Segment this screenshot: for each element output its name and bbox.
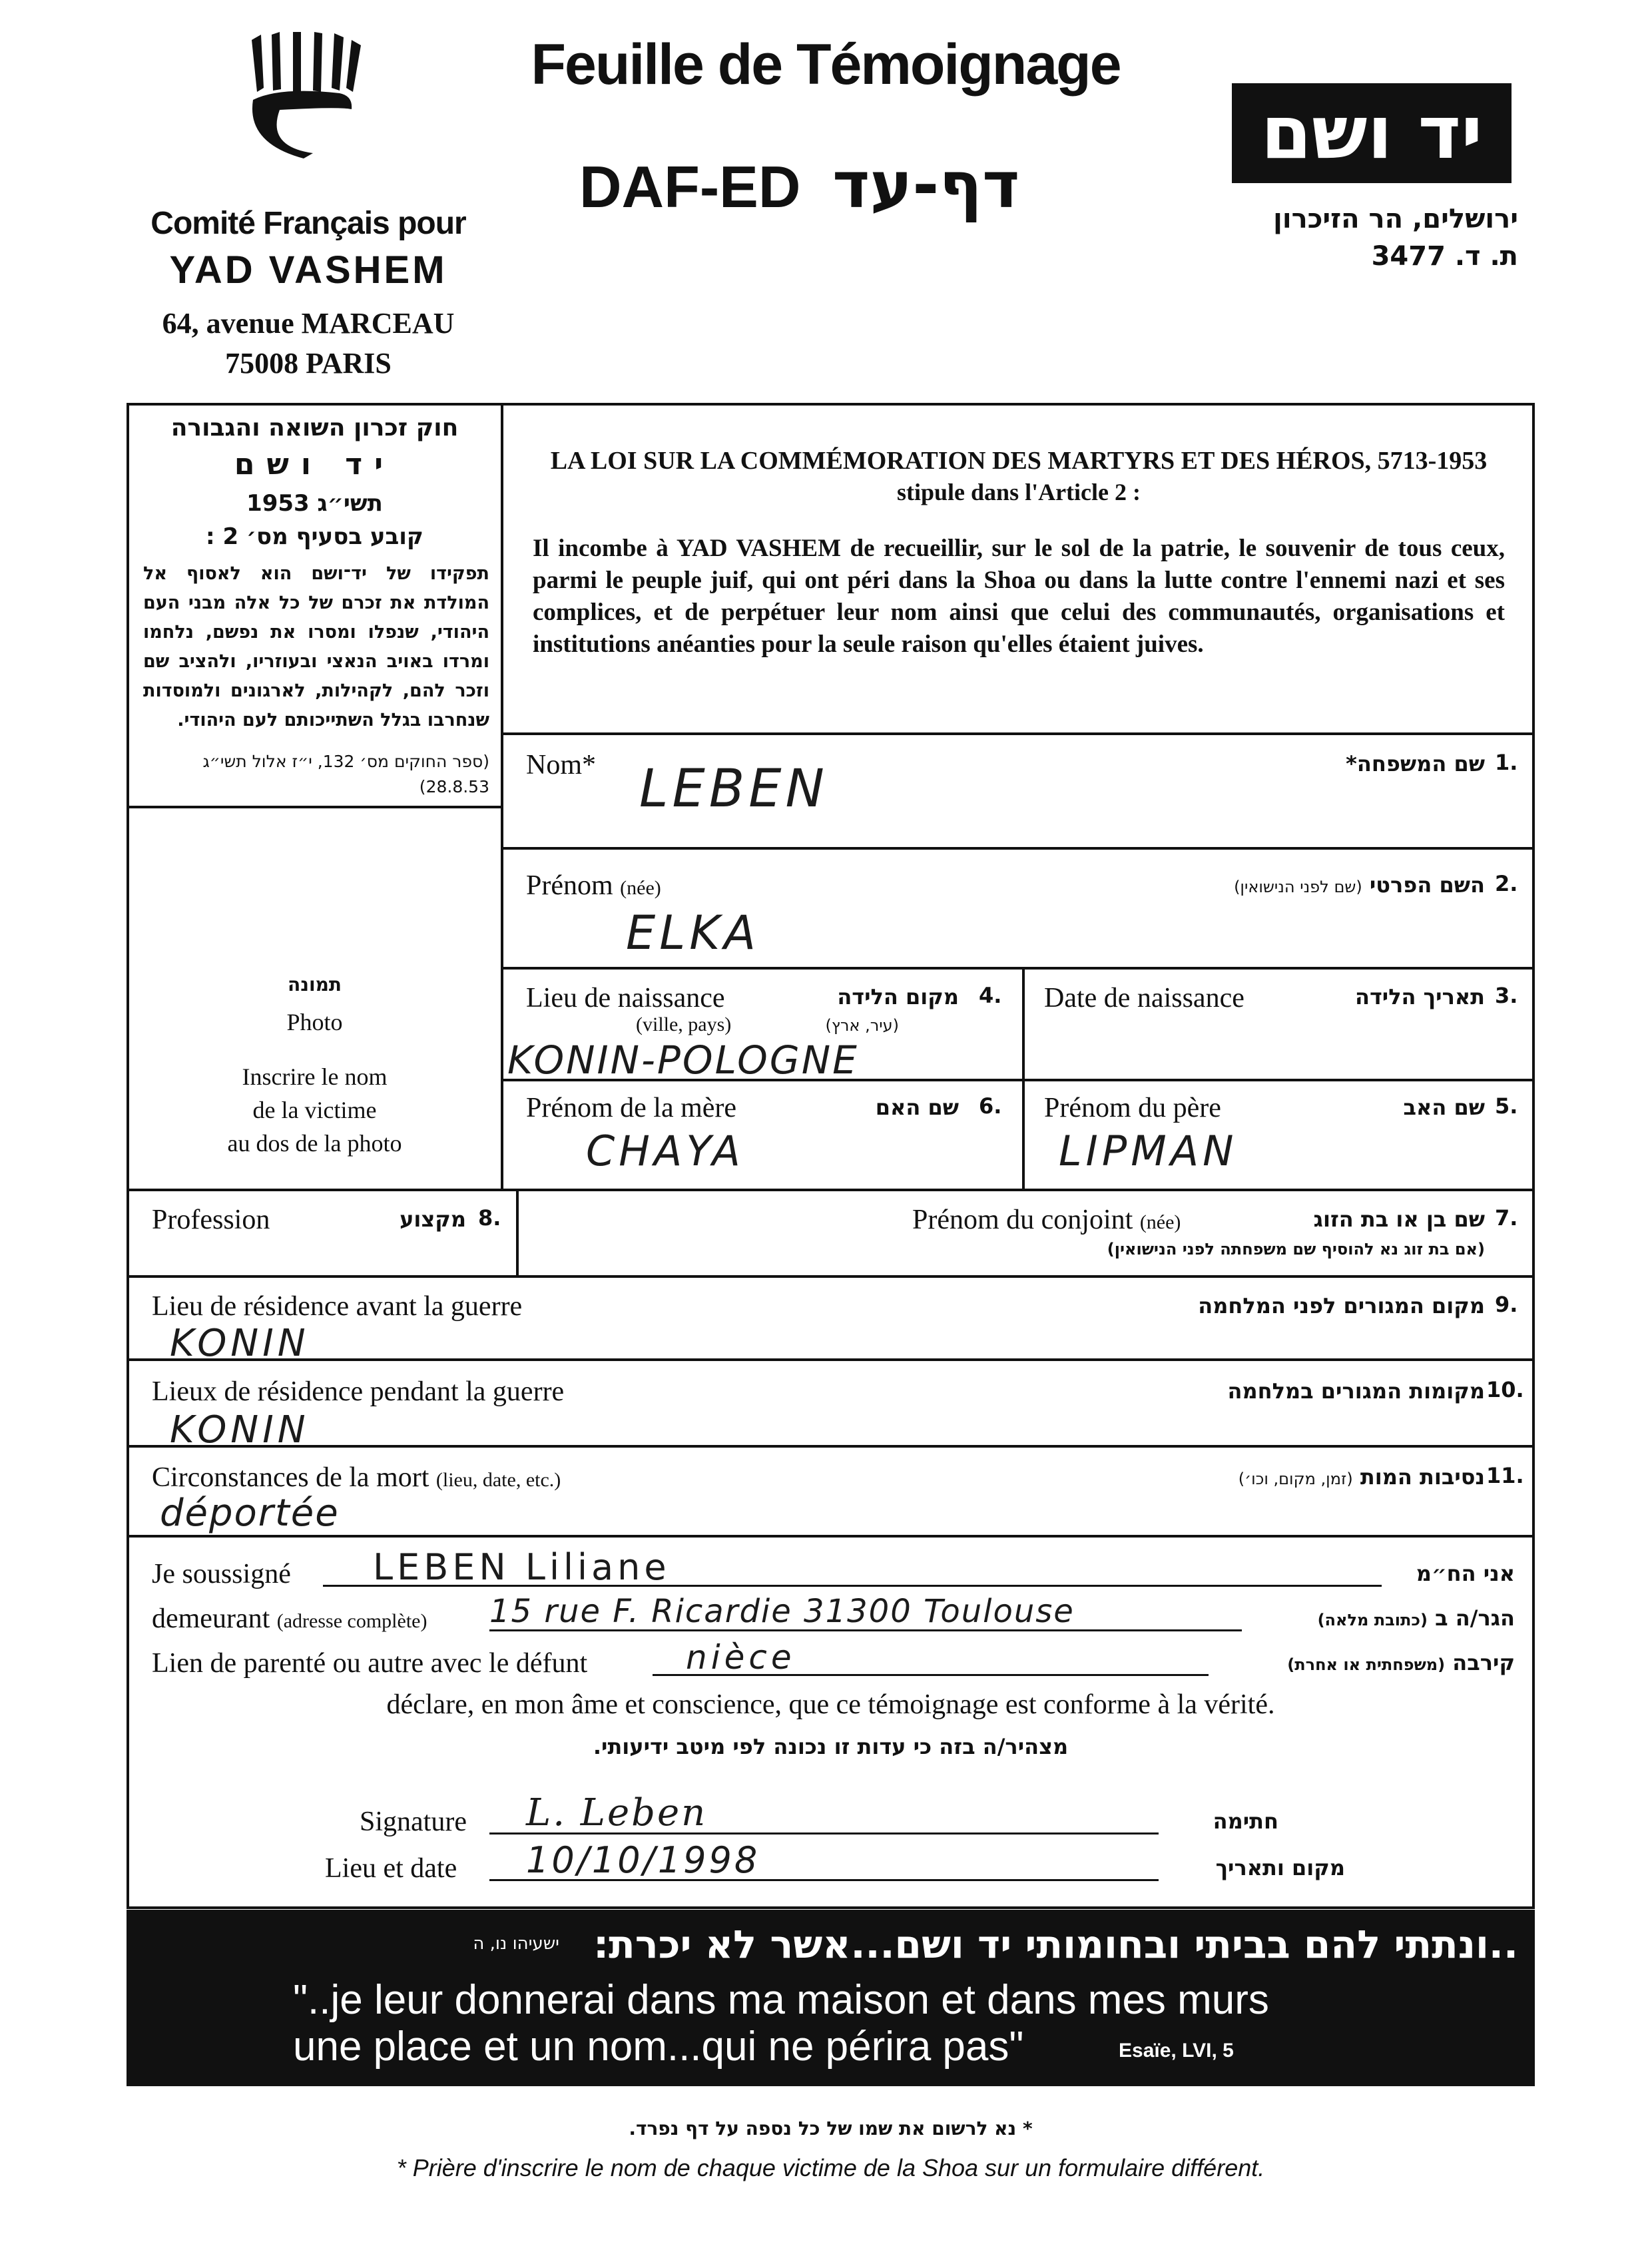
footer-hebrew-note: * נא לרשום את שמו של כל נספה על דף נפרד.: [629, 2117, 1033, 2139]
residence-avant-number: 9.: [1495, 1292, 1518, 1317]
photo-instruction-1: Inscrire le nom: [242, 1063, 388, 1090]
parente-hebrew-text: קירבה: [1452, 1650, 1515, 1675]
divider: [127, 806, 503, 808]
jerusalem-address: ירושלים, הר הזיכרון: [1273, 204, 1518, 234]
law-hebrew-reference: (ספר החוקים מס׳ 132, י״ז אלול תשי״ג 28.8.53): [202, 752, 489, 796]
circonstances-label-note: (lieu, date, etc.): [435, 1469, 561, 1491]
banner-french-line1: "..je leur donnerai dans ma maison et dans mes murs: [293, 1977, 1269, 2023]
demeurant-label-text: demeurant: [152, 1603, 270, 1634]
law-french-subtitle: stipule dans l'Article 2 :: [897, 479, 1141, 505]
lieu-naissance-value-field[interactable]: KONIN-POLOGNE: [507, 1037, 859, 1083]
declaration-statement-hebrew: מצהיר/ה בזה כי עדות זו נכונה לפי מיטב ידיעותי.: [593, 1734, 1069, 1759]
prenom-pere-value-field[interactable]: LIPMAN: [1059, 1127, 1238, 1175]
po-box: ת. ד. 3477: [1371, 241, 1518, 272]
divider: [1022, 967, 1025, 1189]
logo-hebrew-text: יד ושם: [1260, 90, 1483, 175]
photo-instruction-2: de la victime: [252, 1097, 377, 1123]
photo-instruction-3: au dos de la photo: [227, 1130, 402, 1157]
soussigne-label: Je soussigné: [152, 1559, 291, 1589]
parente-value-field[interactable]: nièce: [686, 1638, 796, 1677]
law-hebrew-body: תפקידו של יד־ושם הוא לאסוף אל המולדת את זכרם של כל אלה מבני העם היהודי, שנפלו ומסרו את נפשם, נלחמו ומרדו באויב הנאצי ובעוזריו, ולהציב שם וזכר להם, לקהילות, לארגונים ולמוסדות שנחרבו בגלל השתייכותם לעם היהודי.: [143, 563, 489, 730]
prenom-hebrew-text: השם הפרטי: [1369, 872, 1485, 898]
circonstances-hebrew-note: (זמן, מקום, וכו׳): [1238, 1470, 1353, 1488]
demeurant-hebrew-label: [1252, 1605, 1515, 1631]
conjoint-label-text: Prénom du conjoint: [912, 1205, 1133, 1235]
divider: [501, 967, 1535, 970]
residence-pendant-hebrew-label: מקומות המגורים במלחמה: [1227, 1378, 1485, 1404]
demeurant-hebrew-text: הגר/ה ב: [1435, 1605, 1515, 1631]
banner-hebrew-reference: ישעיהו נו, ה: [473, 1934, 559, 1954]
prenom-mere-hebrew-label: שם האם: [875, 1095, 959, 1120]
circonstances-value-field[interactable]: déportée: [160, 1492, 340, 1535]
conjoint-hebrew-label: שם בן או בת הזוג: [1313, 1207, 1485, 1232]
lieu-naissance-hebrew-label: מקום הלידה: [837, 984, 959, 1009]
banner-french-reference: Esaïe, LVI, 5: [1119, 2040, 1234, 2062]
soussigne-value-field[interactable]: LEBEN Liliane: [373, 1546, 671, 1588]
lieu-naissance-number: 4.: [979, 983, 1002, 1008]
lieu-naissance-note: (ville, pays): [636, 1013, 732, 1035]
lieu-naissance-label: Lieu de naissance: [526, 983, 725, 1013]
demeurant-label: [152, 1603, 427, 1635]
lieu-naissance-hebrew-note: (עיר, ארץ): [825, 1016, 899, 1035]
circonstances-hebrew-text: נסיבות המות: [1360, 1464, 1485, 1490]
prenom-number: 2.: [1495, 871, 1518, 896]
residence-avant-value-field[interactable]: KONIN: [170, 1322, 310, 1365]
nom-hebrew-label: שם המשפחה*: [1346, 751, 1485, 776]
residence-avant-label: Lieu de résidence avant la guerre: [152, 1291, 523, 1322]
law-hebrew-title: חוק זכרון השואה והגבורה: [170, 414, 459, 441]
nom-value-field[interactable]: LEBEN: [639, 759, 828, 819]
photo-hebrew-label: תמונה: [288, 974, 342, 995]
divider: [127, 1189, 1535, 1191]
law-french-body: Il incombe à YAD VASHEM de recueillir, sur le sol de la patrie, le souvenir de tous ceux, parmi le peuple juif, qui ont péri dans la Shoa ou dans la lutte contre l'ennemi nazi et ses complices, et de perpétuer leur nom ainsi que celui des communautés, organisations et institutions anéanties pour la seule raison qu'elles étaient juives.: [533, 535, 1505, 658]
conjoint-hebrew-note: (אם בת זוג נא להוסיף שם משפחתה לפני הנישואין): [1107, 1240, 1485, 1259]
law-hebrew-name: יד ושם: [234, 447, 396, 481]
soussigne-hebrew-label: אני הח״מ: [1416, 1561, 1515, 1586]
signature-value-field[interactable]: L. Leben: [526, 1791, 708, 1834]
org-address-street: 64, avenue MARCEAU: [162, 307, 455, 340]
conjoint-label: [912, 1204, 1181, 1236]
prenom-hebrew-label: [1039, 872, 1485, 898]
yad-vashem-hebrew-logo: [1232, 83, 1512, 183]
divider: [127, 1535, 1535, 1538]
banner-hebrew-quote: ..ונתתי להם בביתי ובחומותי יד ושם...אשר לא יכרת:: [593, 1922, 1518, 1967]
parente-hebrew-note: (משפחתית או אחרת): [1287, 1655, 1446, 1674]
prenom-label-note: (née): [620, 877, 661, 899]
divider: [127, 1445, 1535, 1448]
prenom-mere-number: 6.: [979, 1093, 1002, 1119]
declaration-statement: déclare, en mon âme et conscience, que ce témoignage est conforme à la vérité.: [386, 1689, 1275, 1720]
divider: [501, 403, 503, 1189]
subtitle-hebrew: דף-עד: [832, 148, 1020, 222]
nom-number: 1.: [1495, 750, 1518, 775]
lieu-date-hebrew-label: מקום ותאריך: [1215, 1855, 1345, 1880]
divider: [501, 847, 1535, 850]
lieu-date-value-field[interactable]: 10/10/1998: [526, 1839, 760, 1881]
parente-hebrew-label: [1219, 1650, 1515, 1675]
date-naissance-label: Date de naissance: [1044, 983, 1244, 1013]
law-french-title: LA LOI SUR LA COMMÉMORATION DES MARTYRS ET DES HÉROS, 5713-1953: [550, 447, 1488, 475]
lieu-date-label: Lieu et date: [325, 1853, 457, 1884]
prenom-pere-number: 5.: [1495, 1093, 1518, 1119]
isaiah-quote-banner: [127, 1910, 1535, 2086]
prenom-mere-label: Prénom de la mère: [526, 1093, 737, 1123]
parente-label: Lien de parenté ou autre avec le défunt: [152, 1648, 588, 1679]
law-hebrew-year: תשי״ג 1953: [246, 490, 383, 517]
signature-hebrew-label: חתימה: [1213, 1809, 1278, 1834]
residence-pendant-number: 10.: [1486, 1377, 1524, 1402]
divider: [127, 1275, 1535, 1278]
signature-label: Signature: [360, 1807, 467, 1837]
divider: [127, 1358, 1535, 1361]
profession-label: Profession: [152, 1205, 270, 1235]
law-hebrew-section: קובע בסעיף מס׳ 2 :: [206, 523, 423, 550]
prenom-hebrew-note: (שם לפני הנישואין): [1234, 878, 1362, 896]
date-naissance-number: 3.: [1495, 983, 1518, 1008]
demeurant-value-field[interactable]: 15 rue F. Ricardie 31300 Toulouse: [489, 1593, 1075, 1630]
footer-french-note: * Prière d'inscrire le nom de chaque victime de la Shoa sur un formulaire différent.: [396, 2154, 1265, 2181]
circonstances-hebrew-label: [999, 1464, 1485, 1490]
prenom-pere-hebrew-label: שם האב: [1403, 1095, 1485, 1120]
photo-label: Photo: [286, 1009, 343, 1035]
residence-avant-hebrew-label: מקום המגורים לפני המלחמה: [1198, 1293, 1485, 1318]
org-name: Comité Français pour: [150, 206, 466, 241]
circonstances-number: 11.: [1486, 1463, 1524, 1488]
page-title: Feuille de Témoignage: [531, 33, 1121, 97]
prenom-value-field[interactable]: ELKA: [626, 906, 760, 960]
prenom-label: [526, 870, 661, 902]
nom-label: Nom*: [526, 750, 596, 780]
divider: [501, 732, 1535, 735]
conjoint-number: 7.: [1495, 1205, 1518, 1231]
conjoint-label-note: (née): [1139, 1211, 1181, 1233]
circonstances-label-text: Circonstances de la mort: [152, 1462, 429, 1493]
yad-vashem-menorah-logo-icon: [240, 27, 373, 160]
banner-french-line2: une place et un nom...qui ne périra pas": [293, 2024, 1024, 2070]
prenom-label-text: Prénom: [526, 870, 613, 901]
date-naissance-hebrew-label: תאריך הלידה: [1354, 984, 1485, 1009]
profession-number: 8.: [478, 1205, 501, 1231]
org-address-city: 75008 PARIS: [225, 347, 392, 380]
org-name-yad-vashem: YAD VASHEM: [169, 248, 447, 292]
prenom-pere-label: Prénom du père: [1044, 1093, 1221, 1123]
residence-pendant-value-field[interactable]: KONIN: [170, 1408, 310, 1452]
prenom-mere-value-field[interactable]: CHAYA: [586, 1127, 744, 1175]
profession-hebrew-label: מקצוע: [400, 1207, 466, 1232]
demeurant-label-note: (adresse complète): [276, 1610, 427, 1632]
subtitle-daf-ed: DAF-ED: [579, 154, 801, 220]
residence-pendant-label: Lieux de résidence pendant la guerre: [152, 1376, 565, 1407]
divider: [516, 1189, 519, 1275]
circonstances-label: [152, 1462, 561, 1494]
demeurant-hebrew-note: (כתובת מלאה): [1317, 1611, 1428, 1629]
